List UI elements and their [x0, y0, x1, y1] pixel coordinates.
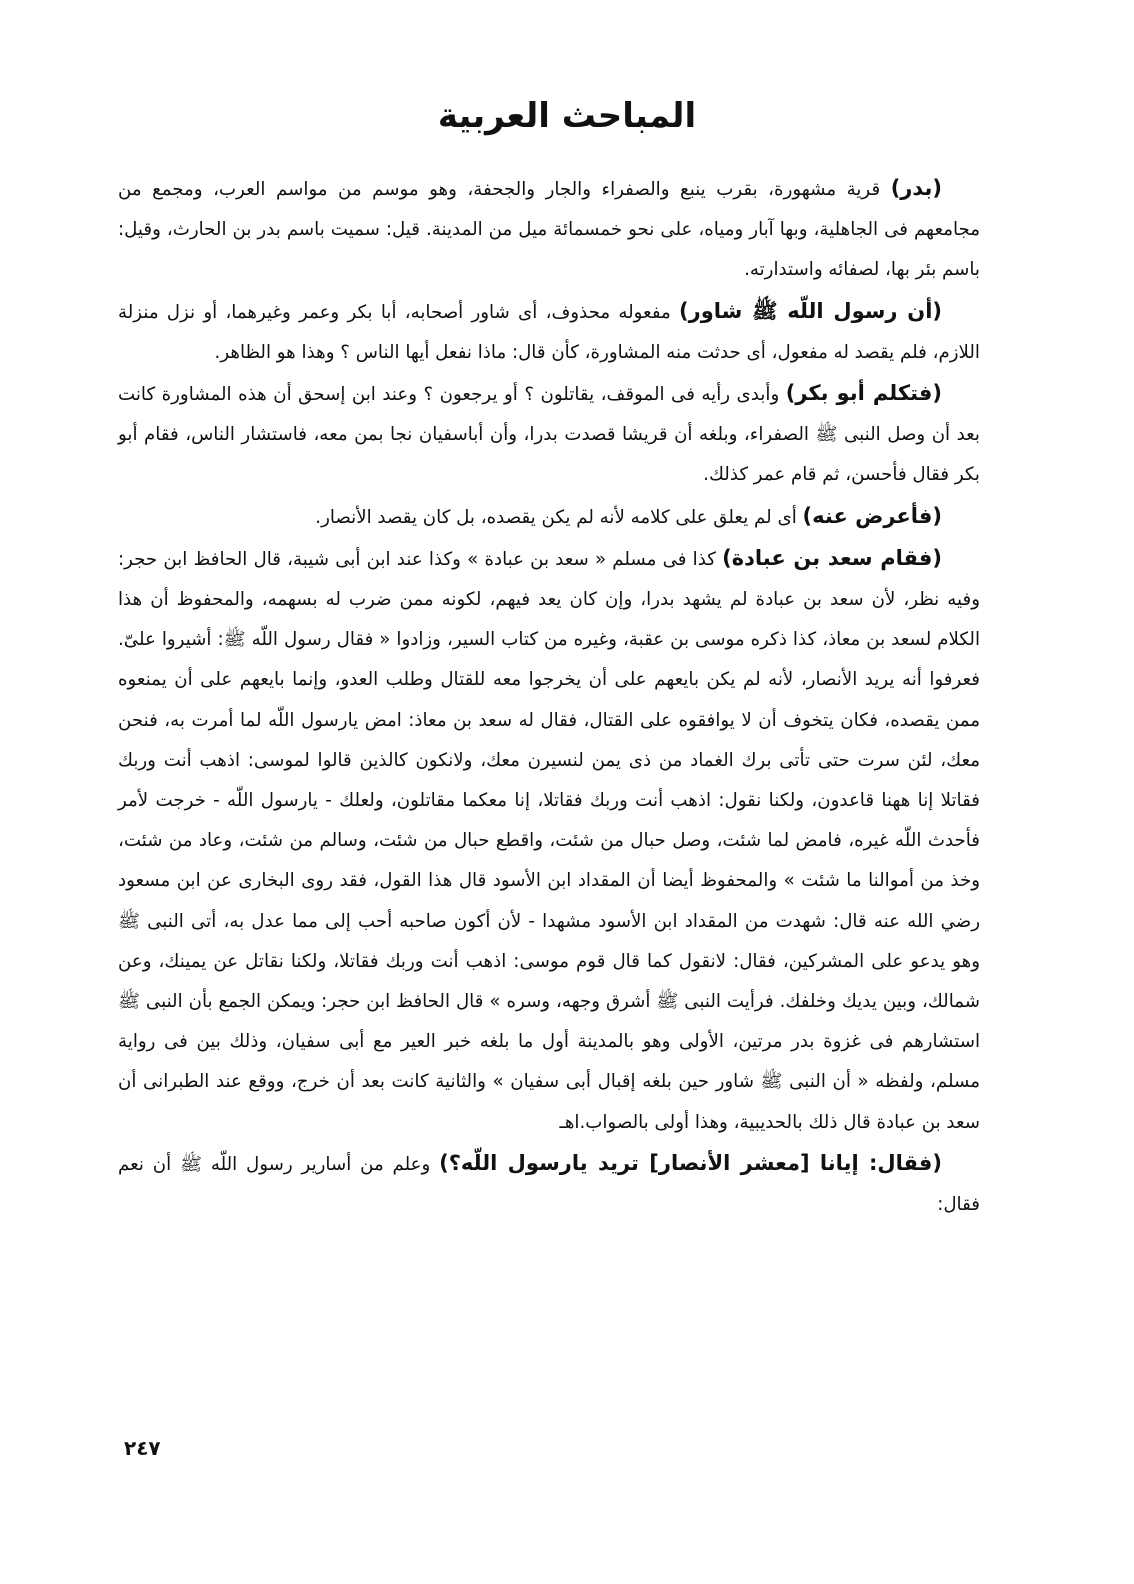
page-title: المباحث العربية	[437, 96, 697, 136]
term-heading: (بدر)	[890, 176, 942, 200]
paragraph-text: كذا فى مسلم « سعد بن عبادة » وكذا عند ابن أبى شيبة، قال الحافظ ابن حجر: وفيه نظر، لأن سعد بن عبادة لم يشهد بدرا، وإن كان يعد فيهم، لكونه ممن ضرب له بسهمه، والمحفوظ أن هذا الكلام لسعد بن معاذ، كذا ذكره موسى بن عقبة، وغيره من كتاب السير، وزادوا « فقال رسول اللّه ﷺ: أشيروا علىّ. فعرفوا أنه يريد الأنصار، لأنه لم يكن بايعهم على أن يخرجوا معه للقتال وطلب العدو، وإنما بايعهم على أن يمنعوه ممن يقصده، فكان يتخوف أن لا يوافقوه على القتال، فقال له سعد بن معاذ: امض يارسول اللّه لما أمرت به، فنحن معك، لئن سرت حتى تأتى برك الغماد من ذى يمن لنسيرن معك، ولانكون كالذين قالوا لموسى: اذهب أنت وربك فقاتلا إنا ههنا قاعدون، ولكنا نقول: اذهب أنت وربك فقاتلا، إنا معكما مقاتلون، ولعلك - يارسول اللّه - خرجت لأمر فأحدث اللّه غيره، فامض لما شئت، وصل حبال من شئت، واقطع حبال من شئت، وسالم من شئت، وعاد من شئت، وخذ من أموالنا ما شئت » والمحفوظ أيضا أن المقداد ابن الأسود قال هذا القول، فقد روى البخارى عن ابن مسعود رضي الله عنه قال: شهدت من المقداد ابن الأسود مشهدا - لأن أكون صاحبه أحب إلى مما عدل به، أتى النبى ﷺ وهو يدعو على المشركين، فقال: لانقول كما قال قوم موسى: اذهب أنت وربك فقاتلا، ولكنا نقاتل عن يمينك، وعن شمالك، وبين يديك وخلفك. فرأيت النبى ﷺ أشرق وجهه، وسره » قال الحافظ ابن حجر: ويمكن الجمع بأن النبى ﷺ استشارهم فى غزوة بدر مرتين، الأولى وهو بالمدينة أول ما بلغه خبر العير مع أبى سفيان، وذلك بين فى رواية مسلم، ولفظه « أن النبى ﷺ شاور حين بلغه إقبال أبى سفيان » والثانية كانت بعد أن خرج، ووقع عند الطبرانى أن سعد بن عبادة قال ذلك بالحديبية، وهذا أولى بالصواب.اهـ	[118, 548, 980, 1133]
paragraph-text: أى لم يعلق على كلامه لأنه لم يكن يقصده، بل كان يقصد الأنصار.	[315, 506, 803, 528]
paragraph-badr	[118, 168, 980, 291]
term-heading: (فتكلم أبو بكر)	[785, 381, 942, 406]
body-text	[118, 168, 980, 1225]
paragraph-text: وأبدى رأيه فى الموقف، يقاتلون ؟ أو يرجعون ؟ وعند ابن إسحق أن هذه المشاورة كانت بعد أن وصل النبى ﷺ الصفراء، وبلغه أن قريشا قصدت بدرا، وأن أباسفيان نجا بمن معه، فاستشار الناس، فقام أبو بكر فقال فأحسن، ثم قام عمر كذلك.	[118, 384, 980, 486]
paragraph-text: قرية مشهورة، بقرب ينبع والصفراء والجار والجحفة، وهو موسم من مواسم العرب، ومجمع من مجامعهم فى الجاهلية، وبها آبار ومياه، على نحو خمسمائة ميل من المدينة. قيل: سميت باسم بدر بن الحارث، وقيل: باسم بئر بها، لصفائه واستدارته.	[118, 179, 980, 281]
term-heading: (فقام سعد بن عبادة)	[722, 545, 942, 570]
paragraph-shawar	[118, 291, 980, 373]
paragraph-saad	[118, 538, 980, 1143]
paragraph-text: مفعوله محذوف، أى شاور أصحابه، أبا بكر وعمر وغيرهما، أو نزل منزلة اللازم، فلم يقصد له مفعول، أى حدثت منه المشاورة، كأن قال: ماذا نفعل أيها الناس ؟ وهذا هو الظاهر.	[118, 301, 980, 363]
term-heading: (أن رسول اللّه ﷺ شاور)	[679, 298, 942, 323]
term-heading: (فأعرض عنه)	[802, 503, 942, 528]
paragraph-aarada	[118, 496, 980, 538]
page-number: ٢٤٧	[124, 1436, 161, 1460]
term-heading: (فقال: إيانا [معشر الأنصار] تريد يارسول اللّه؟)	[439, 1150, 942, 1175]
paragraph-ansar	[118, 1143, 980, 1225]
paragraph-text: وعلم من أسارير رسول اللّه ﷺ أن نعم فقال:	[118, 1153, 980, 1216]
paragraph-abu-bakr	[118, 373, 980, 496]
